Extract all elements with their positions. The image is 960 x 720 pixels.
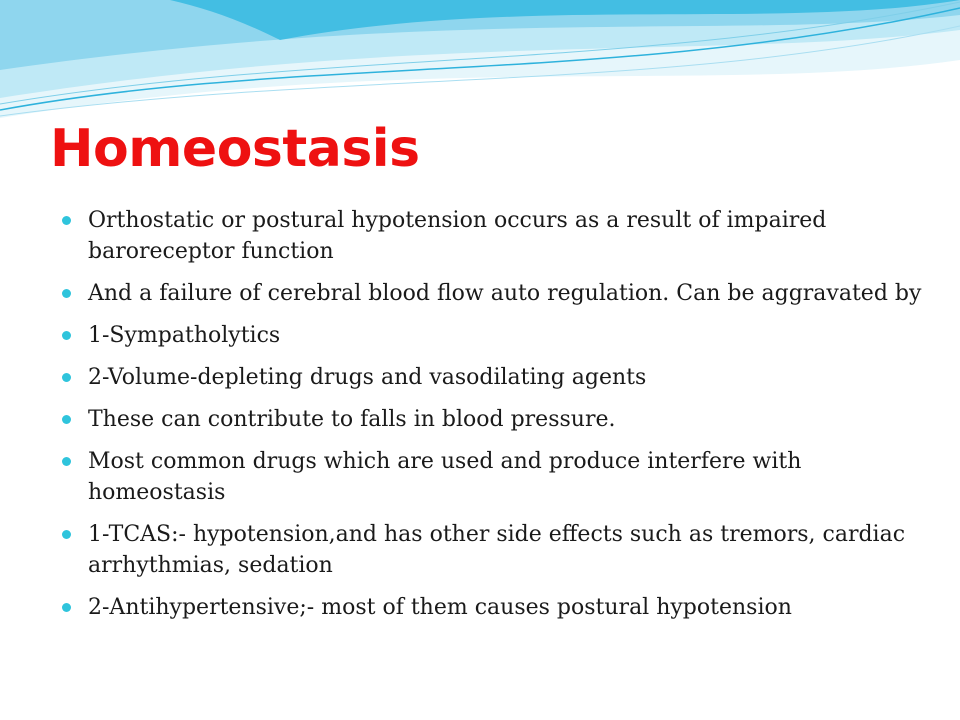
bullet-text: Most common drugs which are used and produce interfere with homeostasis	[88, 449, 802, 505]
bullet-text: 1-Sympatholytics	[88, 323, 281, 348]
bullet-dot-icon	[62, 530, 71, 539]
bullet-dot-icon	[62, 603, 71, 612]
bullet-item	[62, 592, 922, 623]
bullet-text: 1-TCAS:- hypotension,and has other side effects such as tremors, cardiac arrhythmias, sedation	[88, 522, 906, 578]
bullet-dot-icon	[62, 373, 71, 382]
bullet-item	[62, 446, 922, 508]
bullet-dot-icon	[62, 331, 71, 340]
header-wave-decoration	[0, 0, 960, 120]
bullet-item	[62, 519, 922, 581]
bullet-text: Orthostatic or postural hypotension occurs as a result of impaired baroreceptor function	[88, 208, 827, 264]
bullet-item	[62, 362, 922, 393]
bullet-dot-icon	[62, 216, 71, 225]
bullet-dot-icon	[62, 457, 71, 466]
bullet-text: 2-Antihypertensive;- most of them causes postural hypotension	[88, 595, 792, 620]
bullet-dot-icon	[62, 289, 71, 298]
bullet-text: These can contribute to falls in blood pressure.	[88, 407, 616, 432]
bullet-text: And a failure of cerebral blood flow auto regulation. Can be aggravated by	[88, 281, 922, 306]
bullet-item	[62, 320, 922, 351]
bullet-item	[62, 404, 922, 435]
slide-title: Homeostasis	[50, 119, 420, 179]
bullet-item	[62, 278, 922, 309]
bullet-item	[62, 205, 922, 267]
bullet-list	[62, 205, 922, 634]
bullet-text: 2-Volume-depleting drugs and vasodilating agents	[88, 365, 647, 390]
bullet-dot-icon	[62, 415, 71, 424]
